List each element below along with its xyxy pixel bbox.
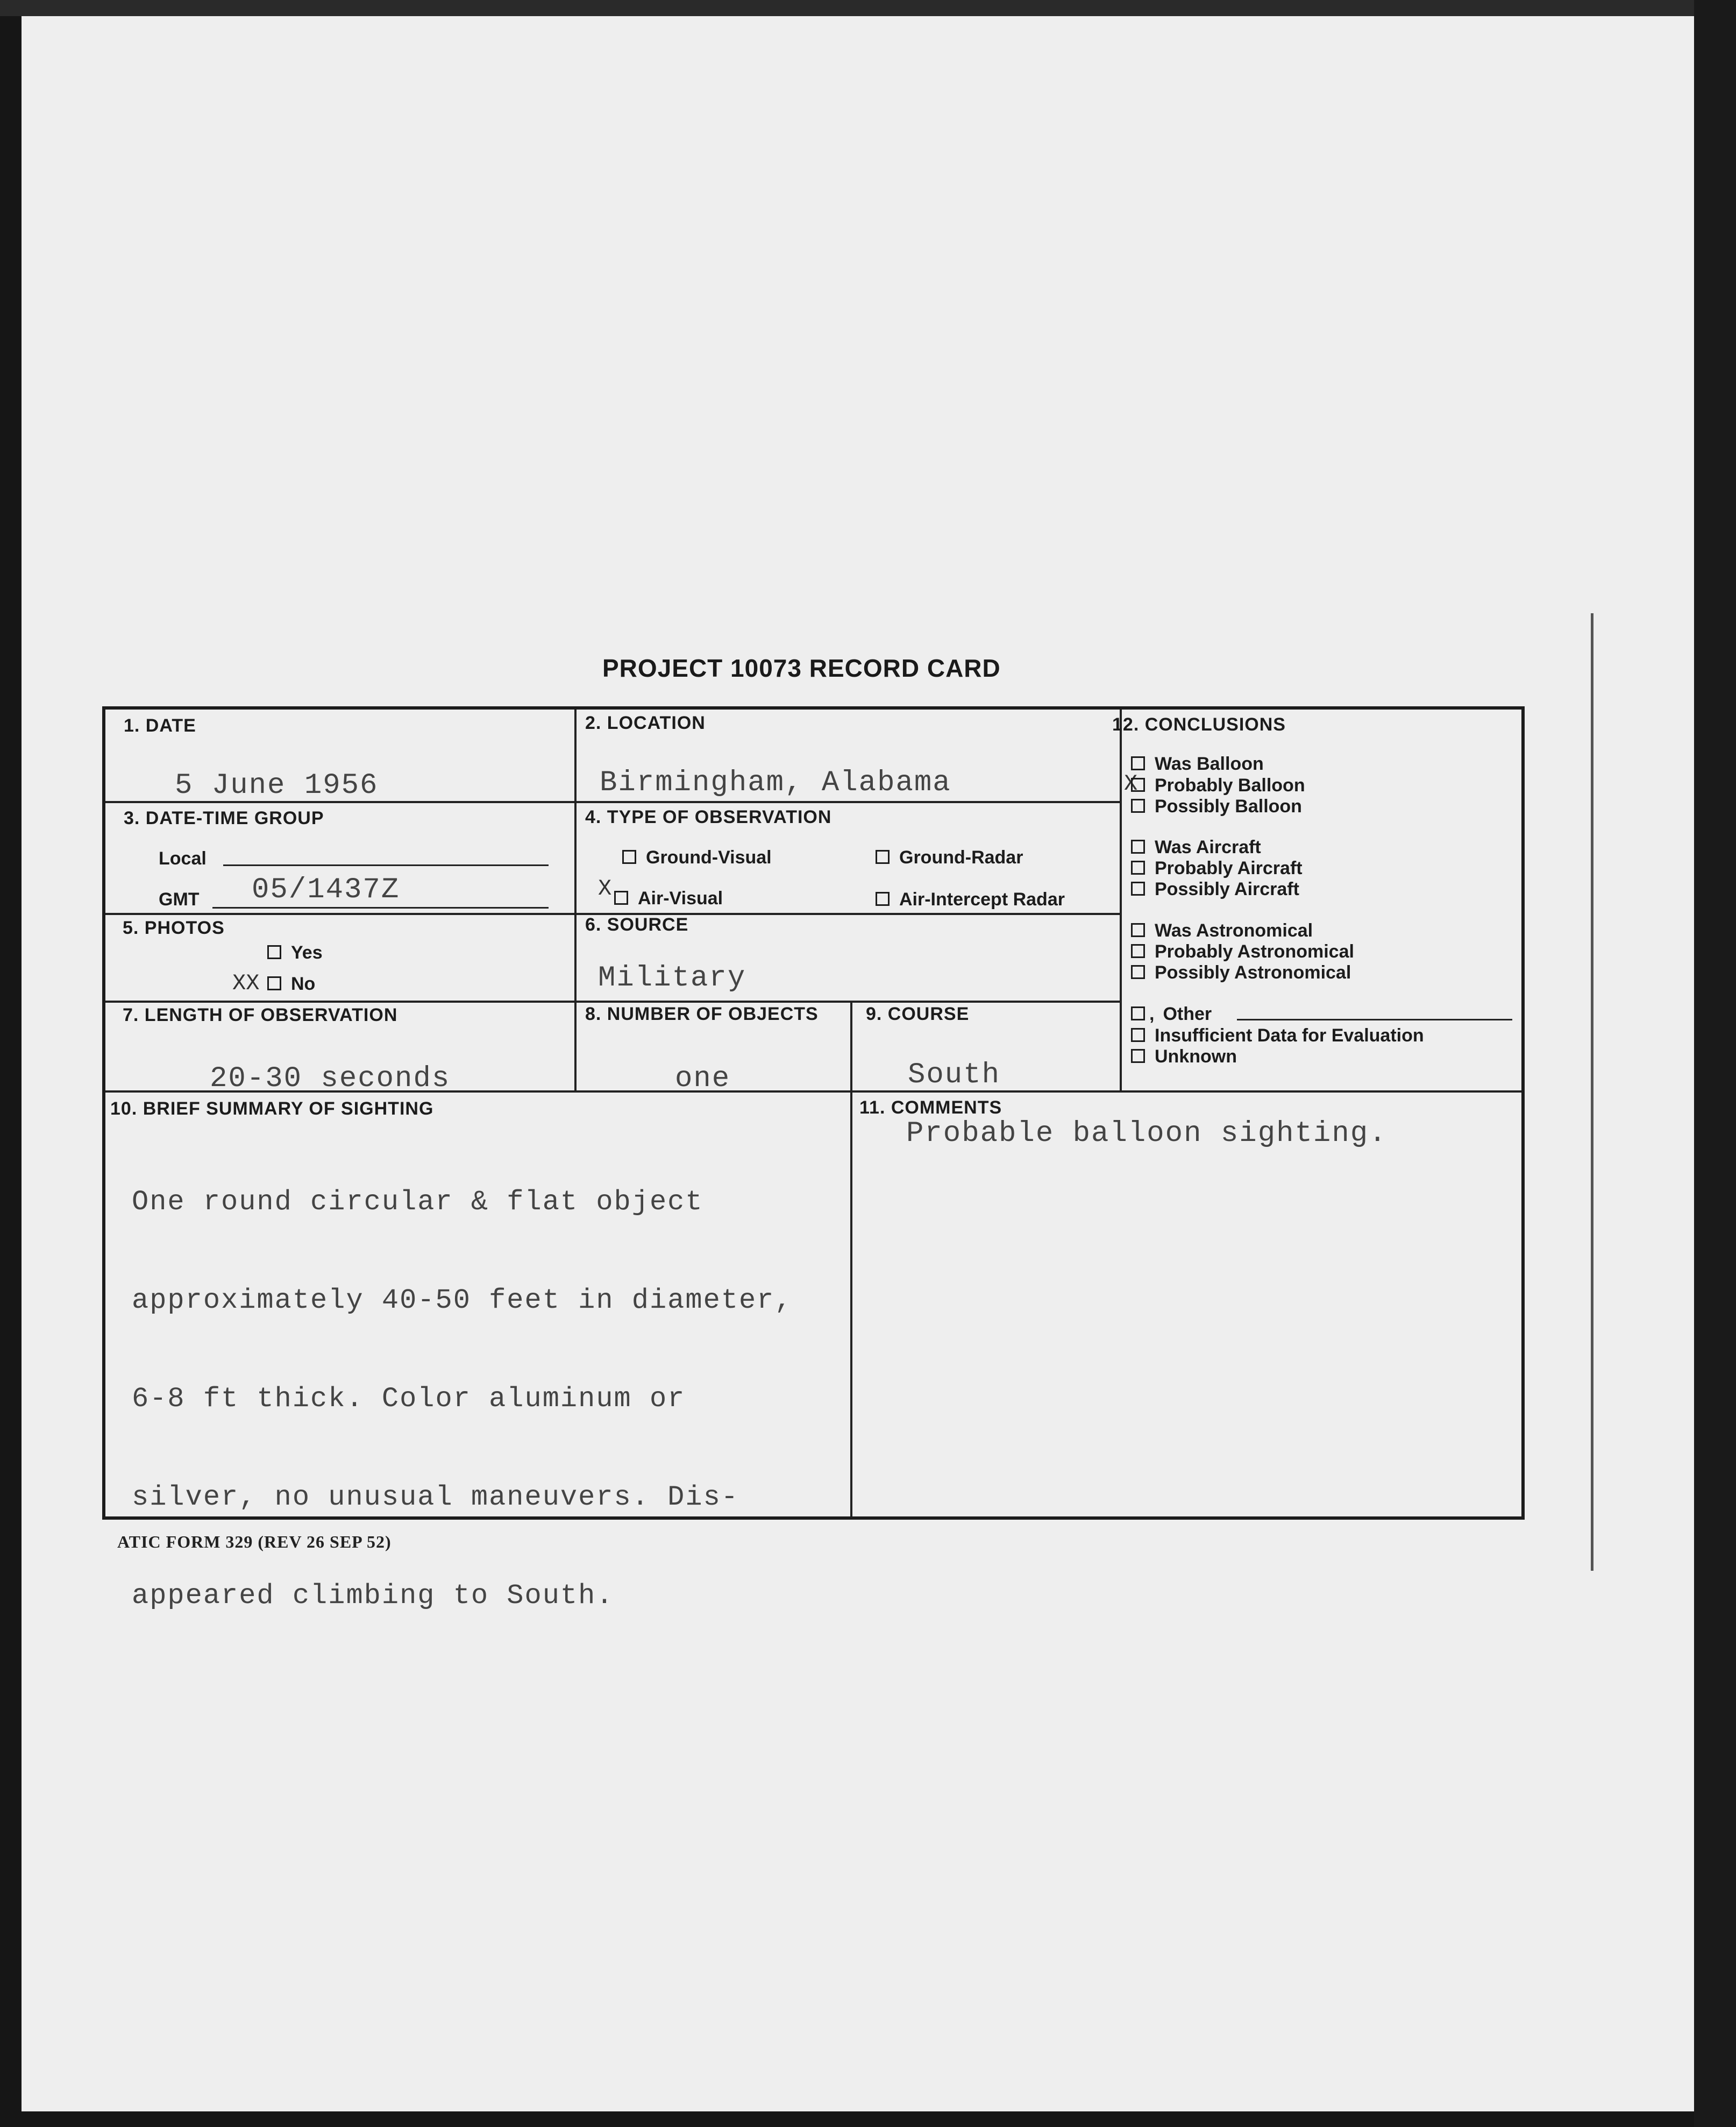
scan-border-right (1694, 0, 1736, 2127)
label-was-aircraft: Was Aircraft (1155, 837, 1261, 857)
label-possibly-astronomical: Possibly Astronomical (1155, 962, 1351, 983)
conclusion-probably-aircraft (1131, 858, 1303, 879)
conclusion-insufficient-data (1131, 1025, 1424, 1046)
location-label: 2. LOCATION (585, 713, 706, 733)
conclusion-possibly-astronomical (1131, 962, 1351, 983)
divider-col3 (1120, 710, 1122, 1090)
conclusions-label: 12. CONCLUSIONS (1112, 714, 1286, 735)
observation-type-label: 4. TYPE OF OBSERVATION (585, 807, 832, 827)
conclusion-was-astronomical (1131, 920, 1313, 941)
length-value: 20-30 seconds (210, 1062, 451, 1095)
comments-value: Probable balloon sighting. (906, 1117, 1388, 1150)
comments-label: 11. COMMENTS (859, 1097, 1002, 1118)
option-photos-yes (267, 942, 323, 963)
label-was-balloon: Was Balloon (1155, 754, 1264, 774)
summary-line: approximately 40-50 feet in diameter, (132, 1285, 793, 1316)
label-probably-balloon: Probably Balloon (1155, 775, 1305, 796)
page-edge-shadow (1591, 613, 1593, 1571)
date-value: 5 June 1956 (175, 769, 379, 802)
checkbox-probably-aircraft (1131, 861, 1145, 875)
length-label: 7. LENGTH OF OBSERVATION (123, 1005, 398, 1025)
label-air-intercept-radar: Air-Intercept Radar (899, 889, 1065, 910)
checkbox-possibly-astronomical (1131, 965, 1145, 979)
checkbox-was-astronomical (1131, 923, 1145, 937)
summary-text (132, 1120, 793, 1645)
label-was-astronomical: Was Astronomical (1155, 920, 1313, 941)
label-ground-visual: Ground-Visual (646, 847, 772, 868)
checkmark-air-visual: X (598, 876, 612, 902)
conclusion-other (1131, 1004, 1212, 1025)
date-label: 1. DATE (124, 715, 196, 736)
checkbox-possibly-balloon (1131, 799, 1145, 813)
conclusion-possibly-balloon (1131, 796, 1302, 817)
checkbox-other (1131, 1006, 1145, 1020)
checkbox-photos-yes (267, 945, 281, 959)
divider-col1 (574, 710, 577, 1090)
conclusion-was-aircraft (1131, 837, 1261, 858)
source-label: 6. SOURCE (585, 914, 689, 935)
dtg-local-line (223, 864, 549, 866)
divider-row3 (105, 1001, 1120, 1003)
option-air-visual (614, 888, 723, 909)
checkmark-probably-balloon: X (1124, 771, 1138, 797)
summary-line: silver, no unusual maneuvers. Dis- (132, 1481, 739, 1513)
objects-value: one (675, 1062, 731, 1095)
conclusion-probably-balloon (1131, 775, 1305, 796)
checkbox-air-visual (614, 891, 628, 905)
label-probably-astronomical: Probably Astronomical (1155, 941, 1354, 962)
conclusion-possibly-aircraft (1131, 879, 1299, 900)
checkbox-probably-astronomical (1131, 944, 1145, 958)
source-value: Military (598, 962, 746, 995)
label-photos-no: No (291, 974, 316, 994)
dtg-gmt-label: GMT (159, 889, 200, 910)
label-photos-yes: Yes (291, 942, 323, 963)
summary-label: 10. BRIEF SUMMARY OF SIGHTING (110, 1098, 434, 1119)
option-air-intercept-radar (876, 889, 1065, 910)
form-title: PROJECT 10073 RECORD CARD (602, 654, 1001, 682)
checkbox-was-aircraft (1131, 840, 1145, 854)
label-insufficient-data: Insufficient Data for Evaluation (1155, 1025, 1424, 1046)
course-value: South (908, 1059, 1001, 1091)
checkbox-ground-radar (876, 850, 890, 864)
form-number: ATIC FORM 329 (REV 26 SEP 52) (117, 1532, 392, 1551)
checkbox-air-intercept-radar (876, 892, 890, 906)
checkbox-insufficient-data (1131, 1028, 1145, 1042)
dtg-local-label: Local (159, 848, 207, 869)
label-ground-radar: Ground-Radar (899, 847, 1023, 868)
photos-label: 5. PHOTOS (123, 918, 225, 938)
dtg-label: 3. DATE-TIME GROUP (124, 808, 324, 828)
checkbox-ground-visual (622, 850, 636, 864)
checkbox-unknown (1131, 1049, 1145, 1063)
other-underline (1237, 1019, 1512, 1020)
option-photos-no (267, 974, 315, 995)
checkmark-photos-no: XX (232, 970, 260, 996)
dtg-gmt-line (212, 907, 549, 909)
label-unknown: Unknown (1155, 1046, 1237, 1067)
conclusion-probably-astronomical (1131, 941, 1354, 962)
label-possibly-balloon: Possibly Balloon (1155, 796, 1302, 817)
location-value: Birmingham, Alabama (600, 767, 951, 799)
conclusion-was-balloon (1131, 754, 1264, 775)
option-ground-visual (622, 847, 772, 868)
summary-line: One round circular & flat object (132, 1186, 703, 1218)
comma-glyph: , (1149, 1004, 1155, 1024)
conclusion-unknown (1131, 1046, 1237, 1067)
summary-line: 6-8 ft thick. Color aluminum or (132, 1383, 686, 1415)
objects-label: 8. NUMBER OF OBJECTS (585, 1004, 819, 1024)
summary-line: appeared climbing to South. (132, 1580, 614, 1612)
option-ground-radar (876, 847, 1023, 868)
checkbox-was-balloon (1131, 756, 1145, 770)
checkbox-photos-no (267, 976, 281, 990)
dtg-gmt-value: 05/1437Z (252, 874, 400, 906)
divider-col2 (850, 1001, 852, 1516)
label-possibly-aircraft: Possibly Aircraft (1155, 879, 1299, 899)
label-other: Other (1163, 1004, 1212, 1024)
label-probably-aircraft: Probably Aircraft (1155, 858, 1303, 878)
scan-border-top (0, 0, 1736, 16)
checkbox-possibly-aircraft (1131, 882, 1145, 896)
label-air-visual: Air-Visual (638, 888, 723, 909)
course-label: 9. COURSE (866, 1004, 970, 1024)
checkbox-probably-balloon (1131, 778, 1145, 792)
